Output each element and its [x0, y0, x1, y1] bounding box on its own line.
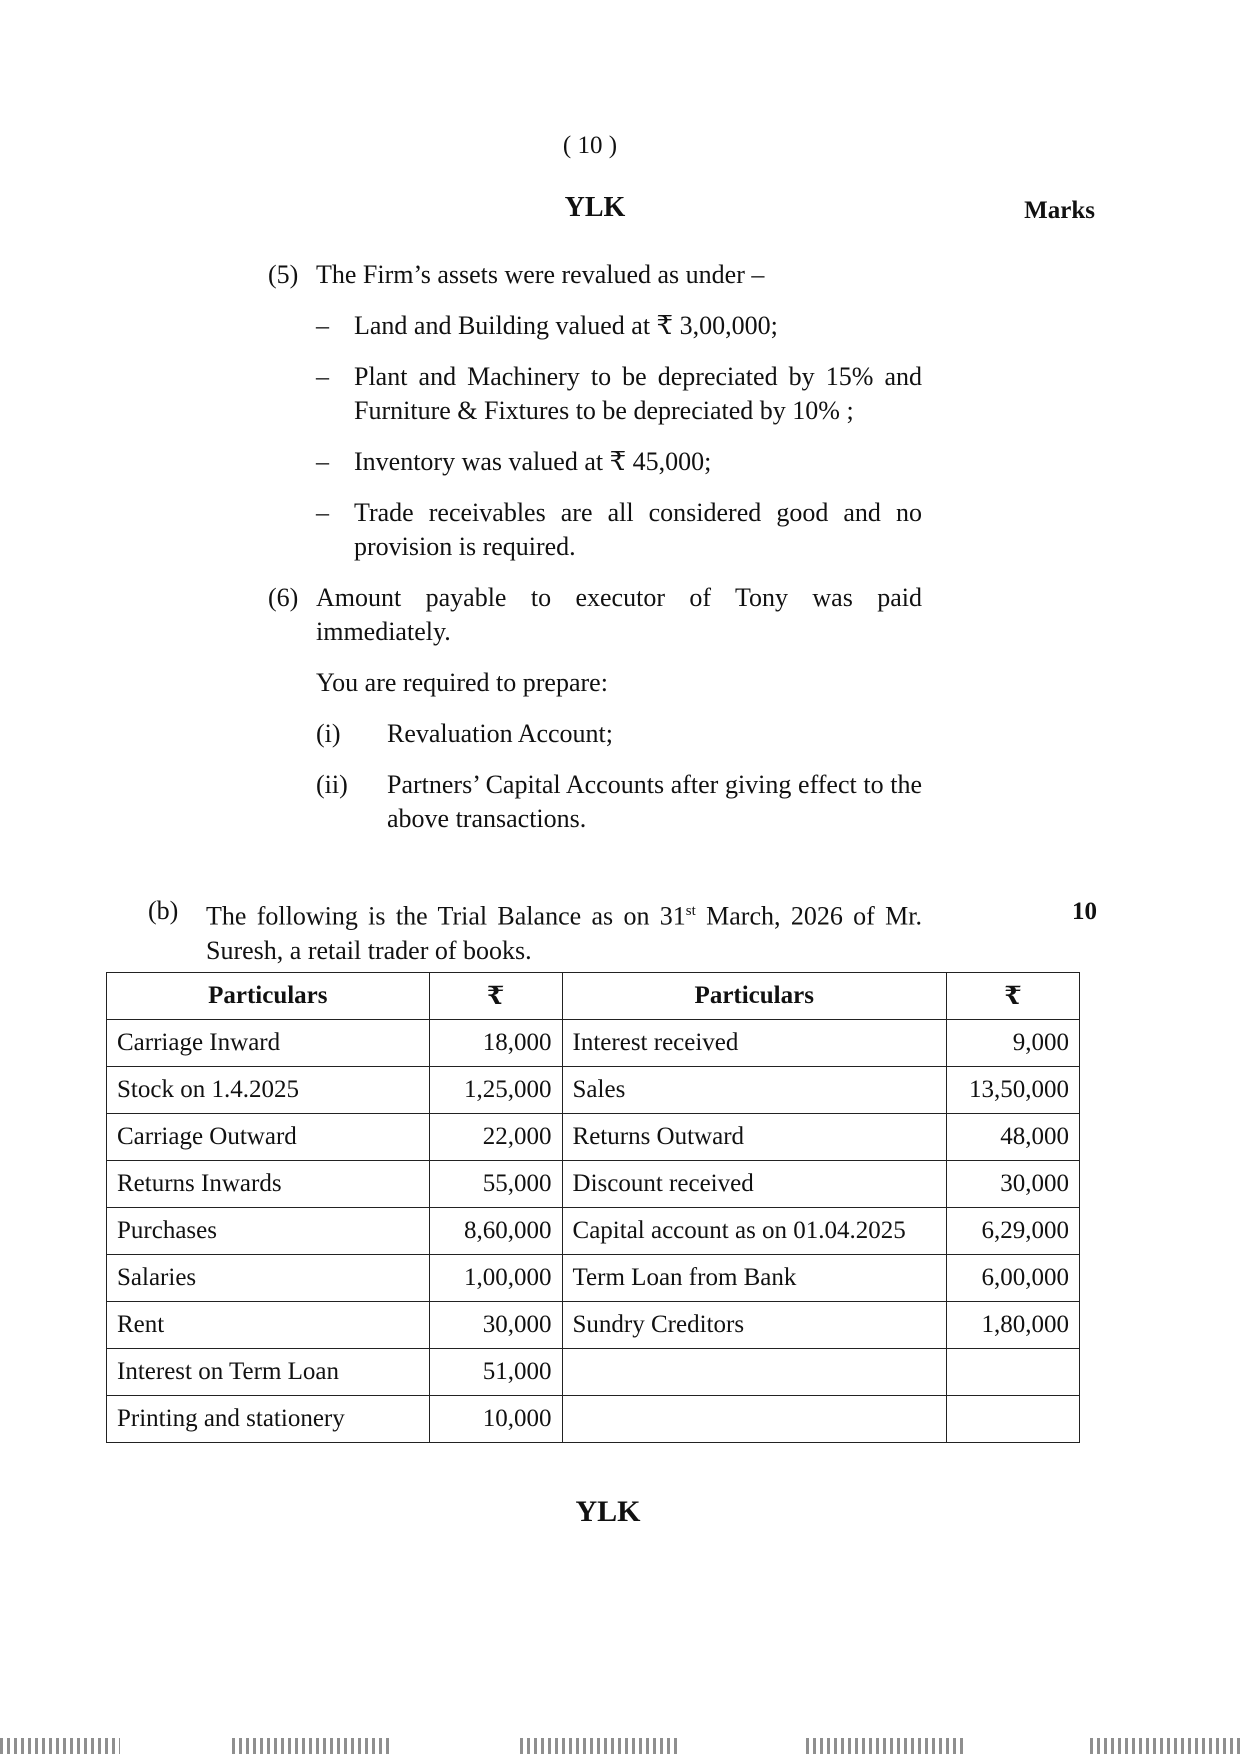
debit-particular: Interest on Term Loan	[107, 1349, 430, 1396]
item-6-number: (6)	[268, 583, 299, 612]
debit-amount: 1,25,000	[429, 1067, 562, 1114]
credit-particular: Term Loan from Bank	[562, 1255, 946, 1302]
required-intro: You are required to prepare:	[316, 668, 608, 697]
part-b-text	[206, 894, 922, 968]
item-5-number: (5)	[268, 260, 299, 289]
credit-amount: 48,000	[947, 1114, 1080, 1161]
debit-amount: 22,000	[429, 1114, 562, 1161]
credit-particular: Capital account as on 01.04.2025	[562, 1208, 946, 1255]
bullet-dash: –	[316, 447, 329, 476]
credit-particular: Sales	[562, 1067, 946, 1114]
marks-heading: Marks	[1024, 197, 1095, 224]
credit-amount: 30,000	[947, 1161, 1080, 1208]
item-5-bullet-3: Inventory was valued at ₹ 45,000;	[354, 447, 712, 476]
credit-amount: 1,80,000	[947, 1302, 1080, 1349]
header-amount-credit: ₹	[947, 973, 1080, 1020]
debit-particular: Stock on 1.4.2025	[107, 1067, 430, 1114]
debit-particular: Rent	[107, 1302, 430, 1349]
header-amount-debit: ₹	[429, 973, 562, 1020]
item-5-bullet-1: Land and Building valued at ₹ 3,00,000;	[354, 311, 778, 340]
bullet-dash: –	[316, 362, 329, 391]
table-row	[107, 1114, 1080, 1161]
part-b-superscript: st	[685, 903, 696, 919]
debit-amount: 8,60,000	[429, 1208, 562, 1255]
bullet-dash: –	[316, 498, 329, 527]
debit-amount: 1,00,000	[429, 1255, 562, 1302]
paper-code-header: YLK	[564, 192, 626, 223]
scan-artifact	[806, 1738, 966, 1754]
item-5-bullet-2: Plant and Machinery to be depreciated by 15% and Furniture & Fixtures to be depreciated by 10% ;	[354, 362, 922, 425]
table-row	[107, 1396, 1080, 1443]
scan-artifact	[232, 1738, 392, 1754]
scan-artifact	[520, 1738, 680, 1754]
credit-particular	[562, 1396, 946, 1443]
table-header-row	[107, 973, 1080, 1020]
credit-particular: Discount received	[562, 1161, 946, 1208]
credit-amount: 13,50,000	[947, 1067, 1080, 1114]
scan-artifact	[0, 1738, 120, 1754]
debit-amount: 30,000	[429, 1302, 562, 1349]
debit-particular: Salaries	[107, 1255, 430, 1302]
table-row	[107, 1349, 1080, 1396]
credit-particular: Sundry Creditors	[562, 1302, 946, 1349]
trial-balance-table	[106, 972, 1080, 1443]
item-6-text: Amount payable to executor of Tony was paid immediately.	[316, 583, 922, 646]
paper-code-footer: YLK	[575, 1495, 641, 1528]
page-number: ( 10 )	[562, 132, 618, 159]
credit-particular	[562, 1349, 946, 1396]
table-row	[107, 1302, 1080, 1349]
scan-artifact	[1090, 1738, 1240, 1754]
item-5-bullet-4: Trade receivables are all considered good and no provision is required.	[354, 498, 922, 561]
table-row	[107, 1067, 1080, 1114]
table-row	[107, 1020, 1080, 1067]
header-particulars-credit: Particulars	[562, 973, 946, 1020]
debit-particular: Carriage Inward	[107, 1020, 430, 1067]
credit-particular: Interest received	[562, 1020, 946, 1067]
debit-amount: 18,000	[429, 1020, 562, 1067]
debit-amount: 10,000	[429, 1396, 562, 1443]
header-particulars-debit: Particulars	[107, 973, 430, 1020]
credit-amount	[947, 1396, 1080, 1443]
credit-particular: Returns Outward	[562, 1114, 946, 1161]
part-b-label: (b)	[148, 896, 179, 925]
debit-particular: Returns Inwards	[107, 1161, 430, 1208]
part-b-text-main: The following is the Trial Balance as on 31	[206, 901, 686, 931]
required-item-2-text: Partners’ Capital Accounts after giving effect to the above transactions.	[387, 770, 922, 833]
table-row	[107, 1161, 1080, 1208]
table-row	[107, 1255, 1080, 1302]
credit-amount: 9,000	[947, 1020, 1080, 1067]
debit-particular: Purchases	[107, 1208, 430, 1255]
debit-particular: Carriage Outward	[107, 1114, 430, 1161]
credit-amount: 6,29,000	[947, 1208, 1080, 1255]
required-item-1-number: (i)	[316, 719, 341, 748]
part-b-text-rest: March, 2026 of Mr. Suresh, a retail trader of books.	[206, 901, 922, 965]
required-item-2-number: (ii)	[316, 770, 348, 799]
debit-amount: 55,000	[429, 1161, 562, 1208]
bullet-dash: –	[316, 311, 329, 340]
debit-particular: Printing and stationery	[107, 1396, 430, 1443]
item-5-text: The Firm’s assets were revalued as under –	[316, 260, 765, 289]
part-b-marks: 10	[1072, 898, 1097, 925]
table-row	[107, 1208, 1080, 1255]
debit-amount: 51,000	[429, 1349, 562, 1396]
credit-amount: 6,00,000	[947, 1255, 1080, 1302]
credit-amount	[947, 1349, 1080, 1396]
required-item-1-text: Revaluation Account;	[387, 719, 614, 748]
